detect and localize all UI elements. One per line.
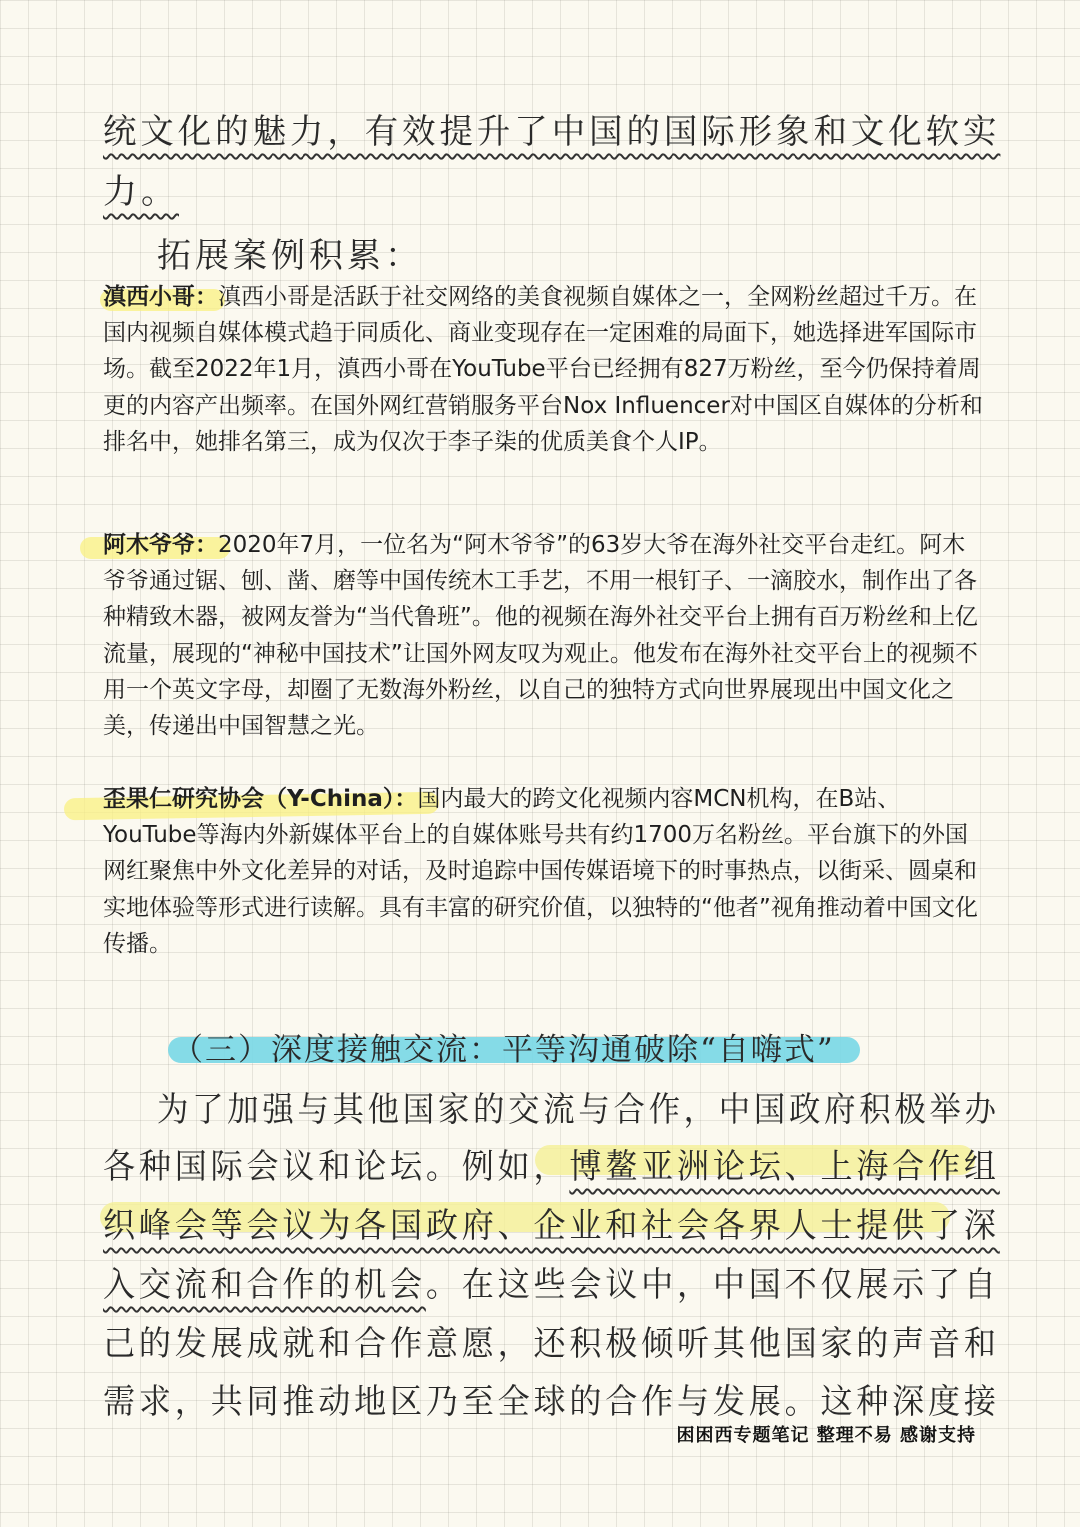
section-line-4-marked: 入交流和合作的机会 (103, 1265, 426, 1305)
case-item-1 (103, 279, 983, 460)
section-line-2 (103, 1139, 1000, 1188)
top-line-2 (103, 164, 179, 213)
case-body: 2020年7月，一位名为“阿木爷爷”的63岁大爷在海外社交平台走红。阿木爷爷通过锯、刨、凿、磨等中国传统木工手艺，不用一根钉子、一滴胶水，制作出了各种精致木器，被网友誉为“当代鲁班”。他的视频在海外社交平台上拥有百万粉丝和上亿流量，展现的“神秘中国技术”让国外网友叹为观止。他发布在海外社交平台上的视频不用一个英文字母，却圈了无数海外粉丝，以自己的独特方式向世界展现出中国文化之美，传递出中国智慧之光。 (103, 532, 978, 740)
case-body: 滇西小哥是活跃于社交网络的美食视频自媒体之一，全网粉丝超过千万。在国内视频自媒体模式趋于同质化、商业变现存在一定困难的局面下，她选择进军国际市场。截至2022年1月，滇西小哥在YouTube平台已经拥有827万粉丝，至今仍保持着周更的内容产出频率。在国外网红营销服务平台Nox Influencer对中国区自媒体的分析和排名中，她排名第三，成为仅次于李子柒的优质美食个人IP。 (103, 284, 983, 455)
section-line-1 (157, 1082, 1000, 1131)
footer-credit: 困困西专题笔记 整理不易 感谢支持 (676, 1425, 976, 1446)
section-line-5 (103, 1316, 1000, 1365)
section-line-3-marked: 织峰会等会议为各国政府、企业和社会各界人士提供了深 (103, 1206, 1000, 1246)
section-heading: （三）深度接触交流：平等沟通破除“自嗨式” (172, 1032, 835, 1068)
case-term: 歪果仁研究协会（Y-China）： (103, 786, 418, 812)
cases-heading: 拓展案例积累： (157, 236, 423, 276)
section-line-5-text: 己的发展成就和合作意愿，还积极倾听其他国家的声音和 (103, 1324, 1000, 1364)
top-line-1-text: 统文化的魅力，有效提升了中国的国际形象和文化软实 (103, 112, 1001, 152)
case-term: 阿木爷爷： (103, 532, 218, 558)
case-item-3 (103, 781, 983, 962)
top-line-2-text: 力。 (103, 172, 179, 212)
top-line-1 (103, 104, 1000, 153)
section-line-1-text: 为了加强与其他国家的交流与合作，中国政府积极举办 (157, 1090, 1000, 1130)
case-term: 滇西小哥： (103, 284, 218, 310)
section-line-6-text: 需求，共同推动地区乃至全球的合作与发展。这种深度接 (103, 1382, 1000, 1422)
section-line-3 (103, 1198, 1000, 1247)
section-line-2-marked: 博鳌亚洲论坛、上海合作组 (569, 1147, 1000, 1187)
section-line-6 (103, 1374, 1000, 1423)
section-line-2-text: 各种国际会议和论坛。例如， (103, 1147, 570, 1187)
section-line-4 (103, 1257, 1000, 1306)
case-item-2 (103, 527, 983, 744)
case-body: 国内最大的跨文化视频内容MCN机构，在B站、YouTube等海内外新媒体平台上的自媒体账号共有约1700万名粉丝。平台旗下的外国网红聚焦中外文化差异的对话，及时追踪中国传媒语境下的时事热点，以街采、圆桌和实地体验等形式进行读解。具有丰富的研究价值，以独特的“他者”视角推动着中国文化传播。 (103, 786, 978, 957)
section-line-4-text: 。在这些会议中，中国不仅展示了自 (425, 1265, 1000, 1305)
